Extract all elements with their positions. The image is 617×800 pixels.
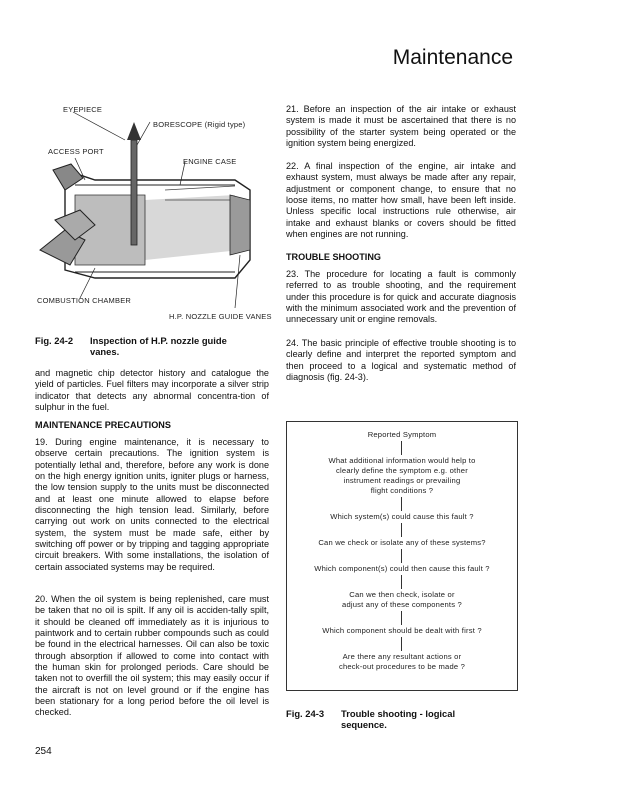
heading-trouble-shooting: TROUBLE SHOOTING [286,252,381,262]
caption-line1: Inspection of H.P. nozzle guide [90,335,227,346]
flow-step-check-components-2: adjust any of these components ? [342,600,462,609]
caption-label: Fig. 24-3 [286,708,325,719]
flow-step-resultant-actions-1: Are there any resultant actions or [342,652,462,661]
paragraph-24: 24. The basic principle of effective trouble shooting is to clearly define and interpret the reported symptom and then proceed to a logical and systematic method of diagnosis (fig. 24-3). [286,338,516,383]
label-engine-case: ENGINE CASE [183,157,237,166]
flow-step-additional-info-3: instrument readings or prevailing [343,476,461,485]
label-borescope: BORESCOPE (Rigid type) [153,120,246,129]
caption-line2: sequence. [341,719,387,730]
flow-step-dealt-first: Which component should be dealt with first ? [322,626,482,635]
caption-line1: Trouble shooting - logical [341,708,456,719]
flow-connector [401,497,402,511]
engine-borescope-diagram [35,100,275,325]
trouble-shooting-flowchart [286,421,518,691]
flow-connector [401,523,402,537]
flow-step-additional-info-4: flight conditions ? [370,486,434,495]
flow-connector [401,549,402,563]
flow-step-check-isolate-systems: Can we check or isolate any of these systems? [318,538,486,547]
label-nozzle-vanes: H.P. NOZZLE GUIDE VANES [169,312,272,321]
flow-connector [401,611,402,625]
intro-paragraph: and magnetic chip detector history and catalogue the yield of particles. Fuel filters may incorporate a silver strip indicator that detects any abnormal concentra-tion of sulphur in the fuel. [35,368,269,413]
label-eyepiece: EYEPIECE [63,105,103,114]
page-title: Maintenance [392,46,513,69]
figure-24-3-caption [286,708,516,730]
flow-connector [401,575,402,589]
flow-step-check-components-1: Can we then check, isolate or [349,590,455,599]
engine-illustration [35,100,275,325]
caption-text [341,708,455,730]
paragraph-23: 23. The procedure for locating a fault is commonly referred to as trouble shooting, and the requirement under this procedure is for quick and accurate diagnosis with the minimum associated work and the prevention of unnecessary unit or engine removals. [286,269,516,325]
flow-connector [401,441,402,455]
paragraph-21: 21. Before an inspection of the air intake or exhaust system is made it must be ascertained that there is no possibility of the starter system being operated or the ignition system being energized. [286,104,516,149]
label-combustion-chamber: COMBUSTION CHAMBER [37,296,132,305]
label-access-port: ACCESS PORT [48,147,104,156]
page-number: 254 [35,746,52,757]
flow-step-reported-symptom: Reported Symptom [367,430,437,439]
paragraph-19: 19. During engine maintenance, it is necessary to observe certain precautions. The ignition system is potentially lethal and, therefore, before any work is done on the high energy ignition units, igniter plugs or harness, the low tension supply to the units must be disconnected and at least one minute allowed to elapse before disconnecting the high tension lead. Similarly, before carrying out work on units connected to the electrical system, the system must be made safe, either by switching off power or by tripping and tagging appropriate circuit breakers. With some installations, the isolation of certain associated systems may be required. [35,437,269,572]
flow-step-additional-info-2: clearly define the symptom e.g. other [336,466,468,475]
caption-line2: vanes. [90,346,120,357]
caption-text [90,335,227,357]
flow-step-resultant-actions-2: check-out procedures to be made ? [338,662,466,671]
paragraph-20: 20. When the oil system is being replenished, care must be taken that no oil is spilt. If any oil is acciden-tally spilt, it should be cleaned off immediately as it is injurious to paintwork and to certain rubber compounds such as could be found in the electrical harnesses. Oil can also be toxic through absorption if allowed to come into contact with the human skin for prolonged periods. Care should be taken not to overfill the oil system; this may easily occur if the aircraft is not on level ground or if the engine has been stationary for a long period before the oil level is checked. [35,594,269,718]
heading-maintenance-precautions: MAINTENANCE PRECAUTIONS [35,420,171,430]
flow-step-additional-info-1: What additional information would help to [328,456,476,465]
flow-step-which-system: Which system(s) could cause this fault ? [330,512,474,521]
flow-connector [401,637,402,651]
figure-24-2-caption [35,335,269,357]
paragraph-22: 22. A final inspection of the engine, air intake and exhaust system, must always be made after any repair, adjustment or component change, to ensure that no loose items, no matter how small, have been left inside. Unless specific local instructions rule otherwise, air intake and exhaust blanks or covers should be fitted when engines are not running. [286,161,516,240]
caption-label: Fig. 24-2 [35,335,74,346]
flow-step-which-component: Which component(s) could then cause this fault ? [314,564,490,573]
